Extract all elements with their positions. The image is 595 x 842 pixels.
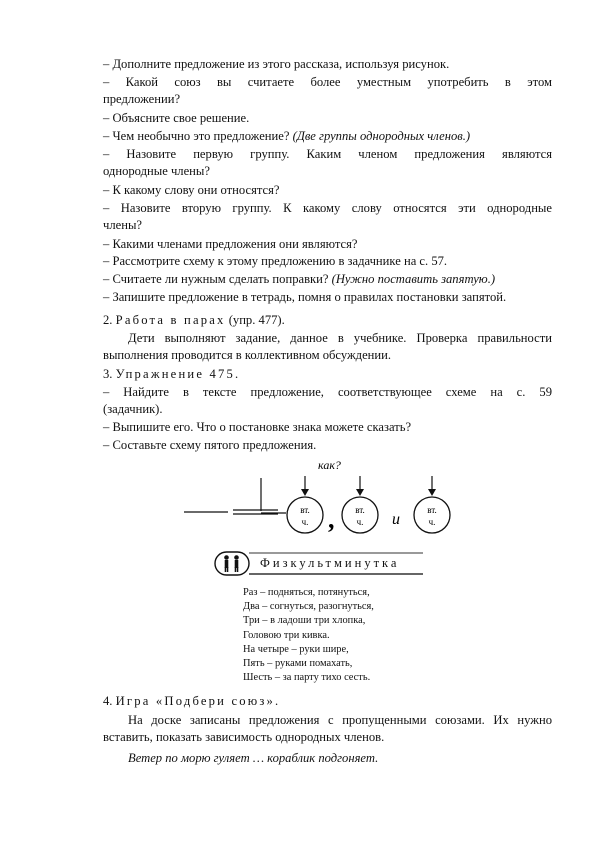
sentence-scheme [170,456,480,548]
section-number: 4. [103,694,113,708]
circle-label-bottom: ч. [428,517,436,527]
poem-line: Пять – руками помахать, [243,658,353,670]
line-find-sentence: – Найдите в тексте предложение, соответствующее схеме на с. 59 [103,385,552,399]
section-title: Игра «Подбери союз». [115,694,281,708]
line-which-word: – К какому слову они относятся? [103,183,280,197]
arrow-2-head [356,489,364,496]
fizminutka-title: Физкультминутка [260,556,400,570]
example-sentence [103,750,552,767]
section-title: Работа в парах [115,313,226,327]
conjunction-label: и [392,511,400,528]
section-2-text-cont: выполнения проводится в коллективном обсуждении. [103,348,392,362]
line-scheme-p57: – Рассмотрите схему к этому предложению в задачнике на с. 57. [103,254,448,268]
answer-hint: (Две группы однородных членов.) [292,129,471,143]
poem-line: Два – согнуться, разогнуться, [243,601,374,613]
poem-line: На четыре – руки шире, [243,643,349,655]
line-explain: – Объясните свое решение. [103,111,250,125]
line-complete-sentence: – Дополните предложение из этого рассказа, используя рисунок. [103,57,450,71]
circle-label-top: вт. [355,505,365,515]
section-suffix: (упр. 477). [228,313,285,327]
line-first-group: – Назовите первую группу. Каким членом предложения являются [103,147,552,161]
line-unusual-sentence [103,128,552,145]
section-2-heading [103,312,552,329]
question-text: – Чем необычно это предложение? [103,129,290,143]
section-4-text: На доске записаны предложения с пропущенными союзами. Их нужно [128,713,552,727]
circle-secondary-member-3 [414,497,450,533]
line-write-out: – Выпишите его. Что о постановке знака можете сказать? [103,420,412,434]
circle-label-bottom: ч. [356,517,364,527]
line-compose-scheme: – Составьте схему пятого предложения. [103,438,317,452]
section-number: 3. [103,367,113,381]
circle-secondary-member-2 [342,497,378,533]
circle-secondary-member-1 [287,497,323,533]
line-first-group-cont: однородные члены? [103,164,210,178]
circle-label-bottom: ч. [301,517,309,527]
example-text: Ветер по морю гуляет … кораблик подгоняет. [128,751,379,765]
line-find-sentence-cont: (задачник). [103,402,163,416]
section-2-text: Дети выполняют задание, данное в учебнике. Проверка правильности [128,331,552,345]
line-which-conjunction-cont: предложении? [103,92,181,106]
question-label: как? [318,458,341,472]
section-number: 2. [103,313,113,327]
answer-hint: (Нужно поставить запятую.) [331,272,496,286]
poem-line: Шесть – за парту тихо сесть. [243,672,371,684]
line-second-group-cont: члены? [103,218,142,232]
comma-sign: , [328,505,335,534]
poem-line: Раз – подняться, потянуться, [243,587,370,598]
section-title: Упражнение 475. [115,367,241,381]
section-4-heading [103,693,552,710]
poem-line: Три – в ладоши три хлопка, [243,615,366,627]
line-which-conjunction: – Какой союз вы считаете более уместным употребить в этом [103,75,552,89]
arrow-1-head [301,489,309,496]
line-corrections [103,271,552,288]
question-text: – Считаете ли нужным сделать поправки? [103,272,329,286]
section-4-text-cont: вставить, показать зависимость однородных членов. [103,730,385,744]
section-3-heading [103,366,552,383]
arrow-3-head [428,489,436,496]
fizminutka-banner [214,551,425,576]
poem-line: Головою три кивка. [243,629,330,641]
circle-label-top: вт. [300,505,310,515]
line-second-group: – Назовите вторую группу. К какому слову относятся эти однородные [103,201,552,215]
line-write-notebook: – Запишите предложение в тетрадь, помня о правилах постановки запятой. [103,290,507,304]
circle-label-top: вт. [427,505,437,515]
fizminutka-poem [243,586,374,685]
line-which-members: – Какими членами предложения они являются? [103,237,358,251]
